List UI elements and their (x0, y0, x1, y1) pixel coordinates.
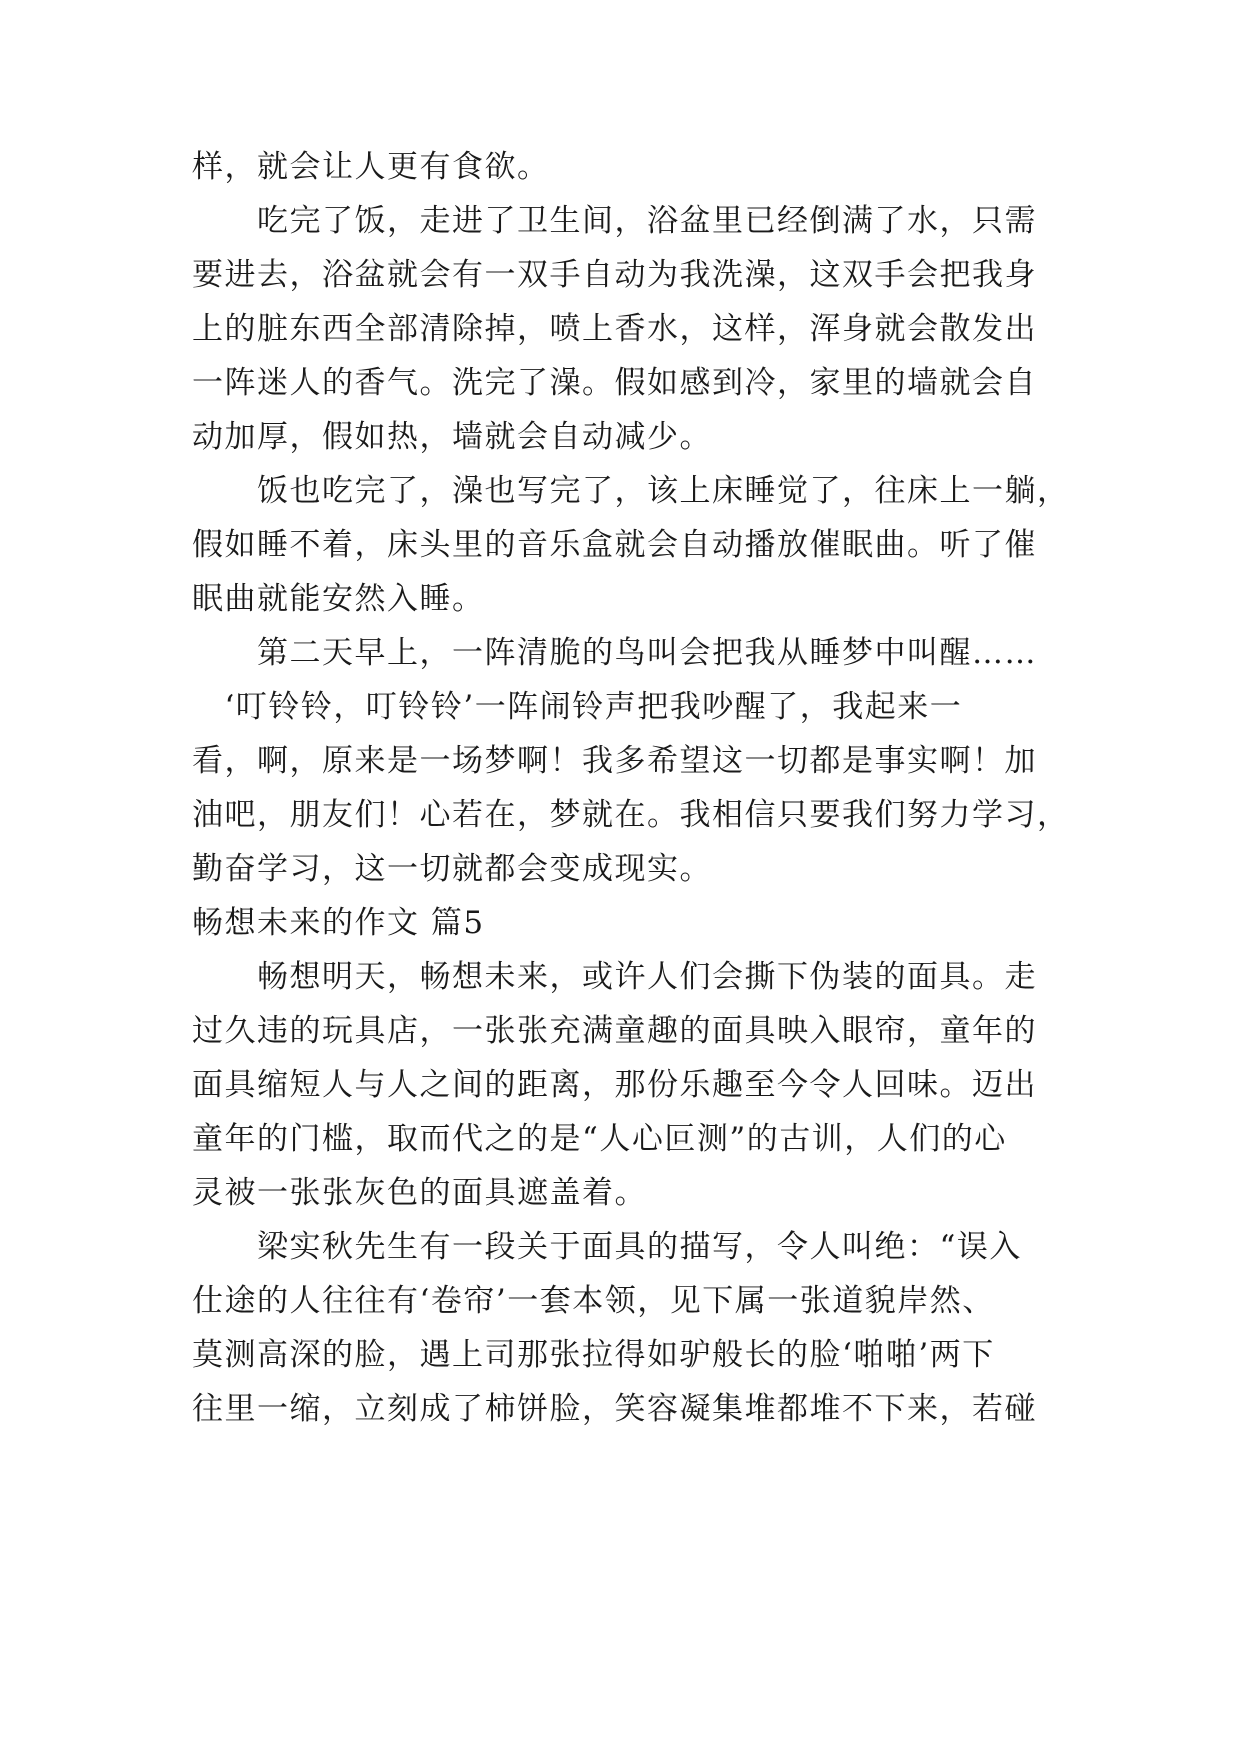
text-line: 饭也吃完了，澡也写完了，该上床睡觉了，往床上一躺， (192, 473, 1070, 509)
text-line: 仕途的人往往有‘卷帘’一套本领，见下属一张道貌岸然、 (192, 1283, 995, 1319)
text-line: 要进去，浴盆就会有一双手自动为我洗澡，这双手会把我身 (192, 257, 1037, 293)
text-line: 假如睡不着，床头里的音乐盒就会自动播放催眠曲。听了催 (192, 527, 1037, 563)
text-line: 动加厚，假如热，墙就会自动减少。 (192, 419, 712, 455)
text-line: 吃完了饭，走进了卫生间，浴盆里已经倒满了水，只需 (192, 203, 1037, 239)
section-heading: 畅想未来的作文 篇5 (192, 905, 485, 941)
text-line: 一阵迷人的香气。洗完了澡。假如感到冷，家里的墙就会自 (192, 365, 1037, 401)
text-line: 面具缩短人与人之间的距离，那份乐趣至今令人回味。迈出 (192, 1067, 1037, 1103)
text-line: 往里一缩，立刻成了柿饼脸，笑容凝集堆都堆不下来，若碰 (192, 1391, 1037, 1427)
text-line: 梁实秋先生有一段关于面具的描写，令人叫绝：“误入 (192, 1229, 1022, 1265)
text-line: 样，就会让人更有食欲。 (192, 149, 550, 185)
text-line: 童年的门槛，取而代之的是“人心叵测”的古训，人们的心 (192, 1121, 1007, 1157)
text-line: 油吧，朋友们！心若在，梦就在。我相信只要我们努力学习， (192, 797, 1070, 833)
text-line: 勤奋学习，这一切就都会变成现实。 (192, 851, 712, 887)
text-line: 眠曲就能安然入睡。 (192, 581, 485, 617)
text-line: 过久违的玩具店，一张张充满童趣的面具映入眼帘，童年的 (192, 1013, 1037, 1049)
text-line: 上的脏东西全部清除掉，喷上香水，这样，浑身就会散发出 (192, 311, 1037, 347)
text-line: 畅想明天，畅想未来，或许人们会撕下伪装的面具。走 (192, 959, 1037, 995)
text-line: 第二天早上，一阵清脆的鸟叫会把我从睡梦中叫醒…… (192, 635, 1037, 671)
text-line: ‘叮铃铃，叮铃铃’一阵闹铃声把我吵醒了，我起来一 (192, 689, 963, 725)
text-line: 莫测高深的脸，遇上司那张拉得如驴般长的脸‘啪啪’两下 (192, 1337, 995, 1373)
text-line: 看，啊，原来是一场梦啊！我多希望这一切都是事实啊！加 (192, 743, 1037, 779)
text-line: 灵被一张张灰色的面具遮盖着。 (192, 1175, 647, 1211)
